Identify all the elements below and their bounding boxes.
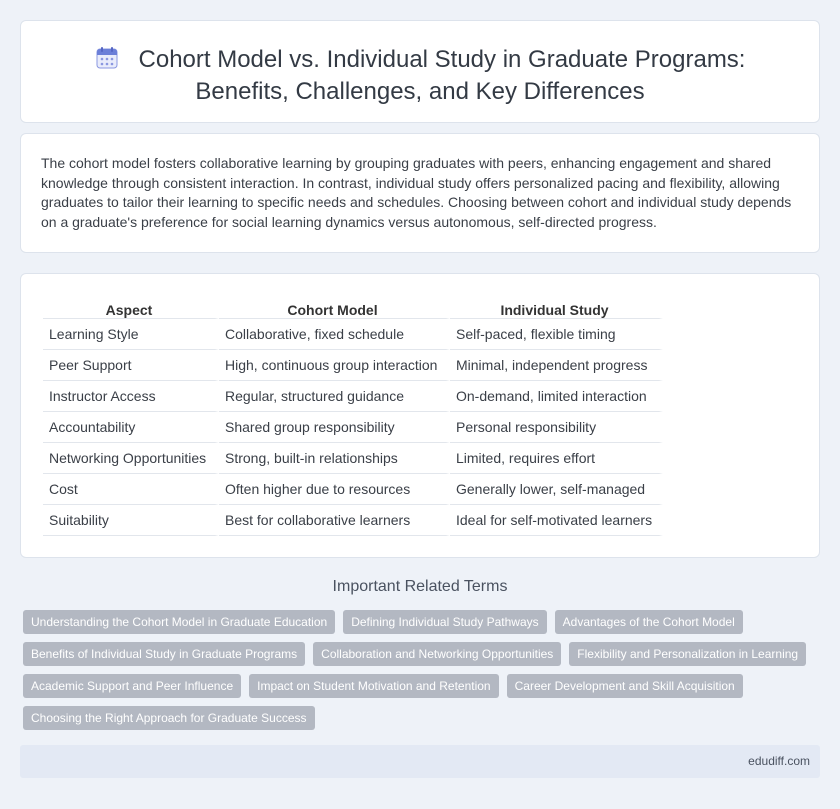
intro-paragraph: The cohort model fosters collaborative learning by grouping graduates with peers, enhancing engagement and shared knowledge through consistent interaction. In contrast, individual study offers personalized pacing and flexibility, allowing graduates to tailor their learning to specific needs and schedules. Choosing between cohort and individual study depends on a graduate's preference for social learning dynamics versus autonomous, self-directed progress. [41,155,792,230]
cell-aspect: Instructor Access [43,381,219,412]
cell-individual: Generally lower, self-managed [450,474,663,505]
related-term-tag[interactable]: Flexibility and Personalization in Learning [569,642,806,666]
intro-card [20,133,820,253]
cell-cohort: Shared group responsibility [219,412,450,443]
cell-aspect: Accountability [43,412,219,443]
table-row [43,319,663,350]
cell-cohort: Regular, structured guidance [219,381,450,412]
cell-cohort: Strong, built-in relationships [219,443,450,474]
cell-cohort: Often higher due to resources [219,474,450,505]
cell-aspect: Cost [43,474,219,505]
table-row [43,505,663,536]
title-wrap [21,44,819,108]
related-terms-list [23,610,823,730]
cell-cohort: Best for collaborative learners [219,505,450,536]
cell-individual: Ideal for self-motivated learners [450,505,663,536]
column-header-aspect: Aspect [43,295,219,319]
related-term-tag[interactable]: Collaboration and Networking Opportunities [313,642,561,666]
cell-individual: On-demand, limited interaction [450,381,663,412]
cell-aspect: Suitability [43,505,219,536]
related-term-tag[interactable]: Academic Support and Peer Influence [23,674,241,698]
table-row [43,443,663,474]
table-row [43,381,663,412]
comparison-card [20,273,820,558]
comparison-table [43,295,663,536]
cell-individual: Self-paced, flexible timing [450,319,663,350]
related-term-tag[interactable]: Understanding the Cohort Model in Graduate Education [23,610,335,634]
table-row [43,474,663,505]
page-title-text: Cohort Model vs. Individual Study in Graduate Programs: Benefits, Challenges, and Key Differences [138,46,746,105]
table-row [43,412,663,443]
table-header-row [43,295,663,319]
cell-individual: Limited, requires effort [450,443,663,474]
page-title [51,44,789,108]
calendar-icon [95,46,119,70]
related-terms-title: Important Related Terms [332,578,508,595]
header-card [20,20,820,123]
related-term-tag[interactable]: Advantages of the Cohort Model [555,610,743,634]
table-body [43,319,663,536]
cell-individual: Personal responsibility [450,412,663,443]
cell-cohort: High, continuous group interaction [219,350,450,381]
column-header-individual: Individual Study [450,295,663,319]
cell-aspect: Peer Support [43,350,219,381]
cell-aspect: Networking Opportunities [43,443,219,474]
column-header-cohort: Cohort Model [219,295,450,319]
related-term-tag[interactable]: Career Development and Skill Acquisition [507,674,743,698]
footer-brand[interactable]: edudiff.com [748,754,810,768]
related-term-tag[interactable]: Defining Individual Study Pathways [343,610,546,634]
footer [20,745,820,778]
cell-cohort: Collaborative, fixed schedule [219,319,450,350]
cell-aspect: Learning Style [43,319,219,350]
table-row [43,350,663,381]
related-term-tag[interactable]: Choosing the Right Approach for Graduate Success [23,706,315,730]
related-term-tag[interactable]: Impact on Student Motivation and Retention [249,674,498,698]
related-term-tag[interactable]: Benefits of Individual Study in Graduate Programs [23,642,305,666]
cell-individual: Minimal, independent progress [450,350,663,381]
